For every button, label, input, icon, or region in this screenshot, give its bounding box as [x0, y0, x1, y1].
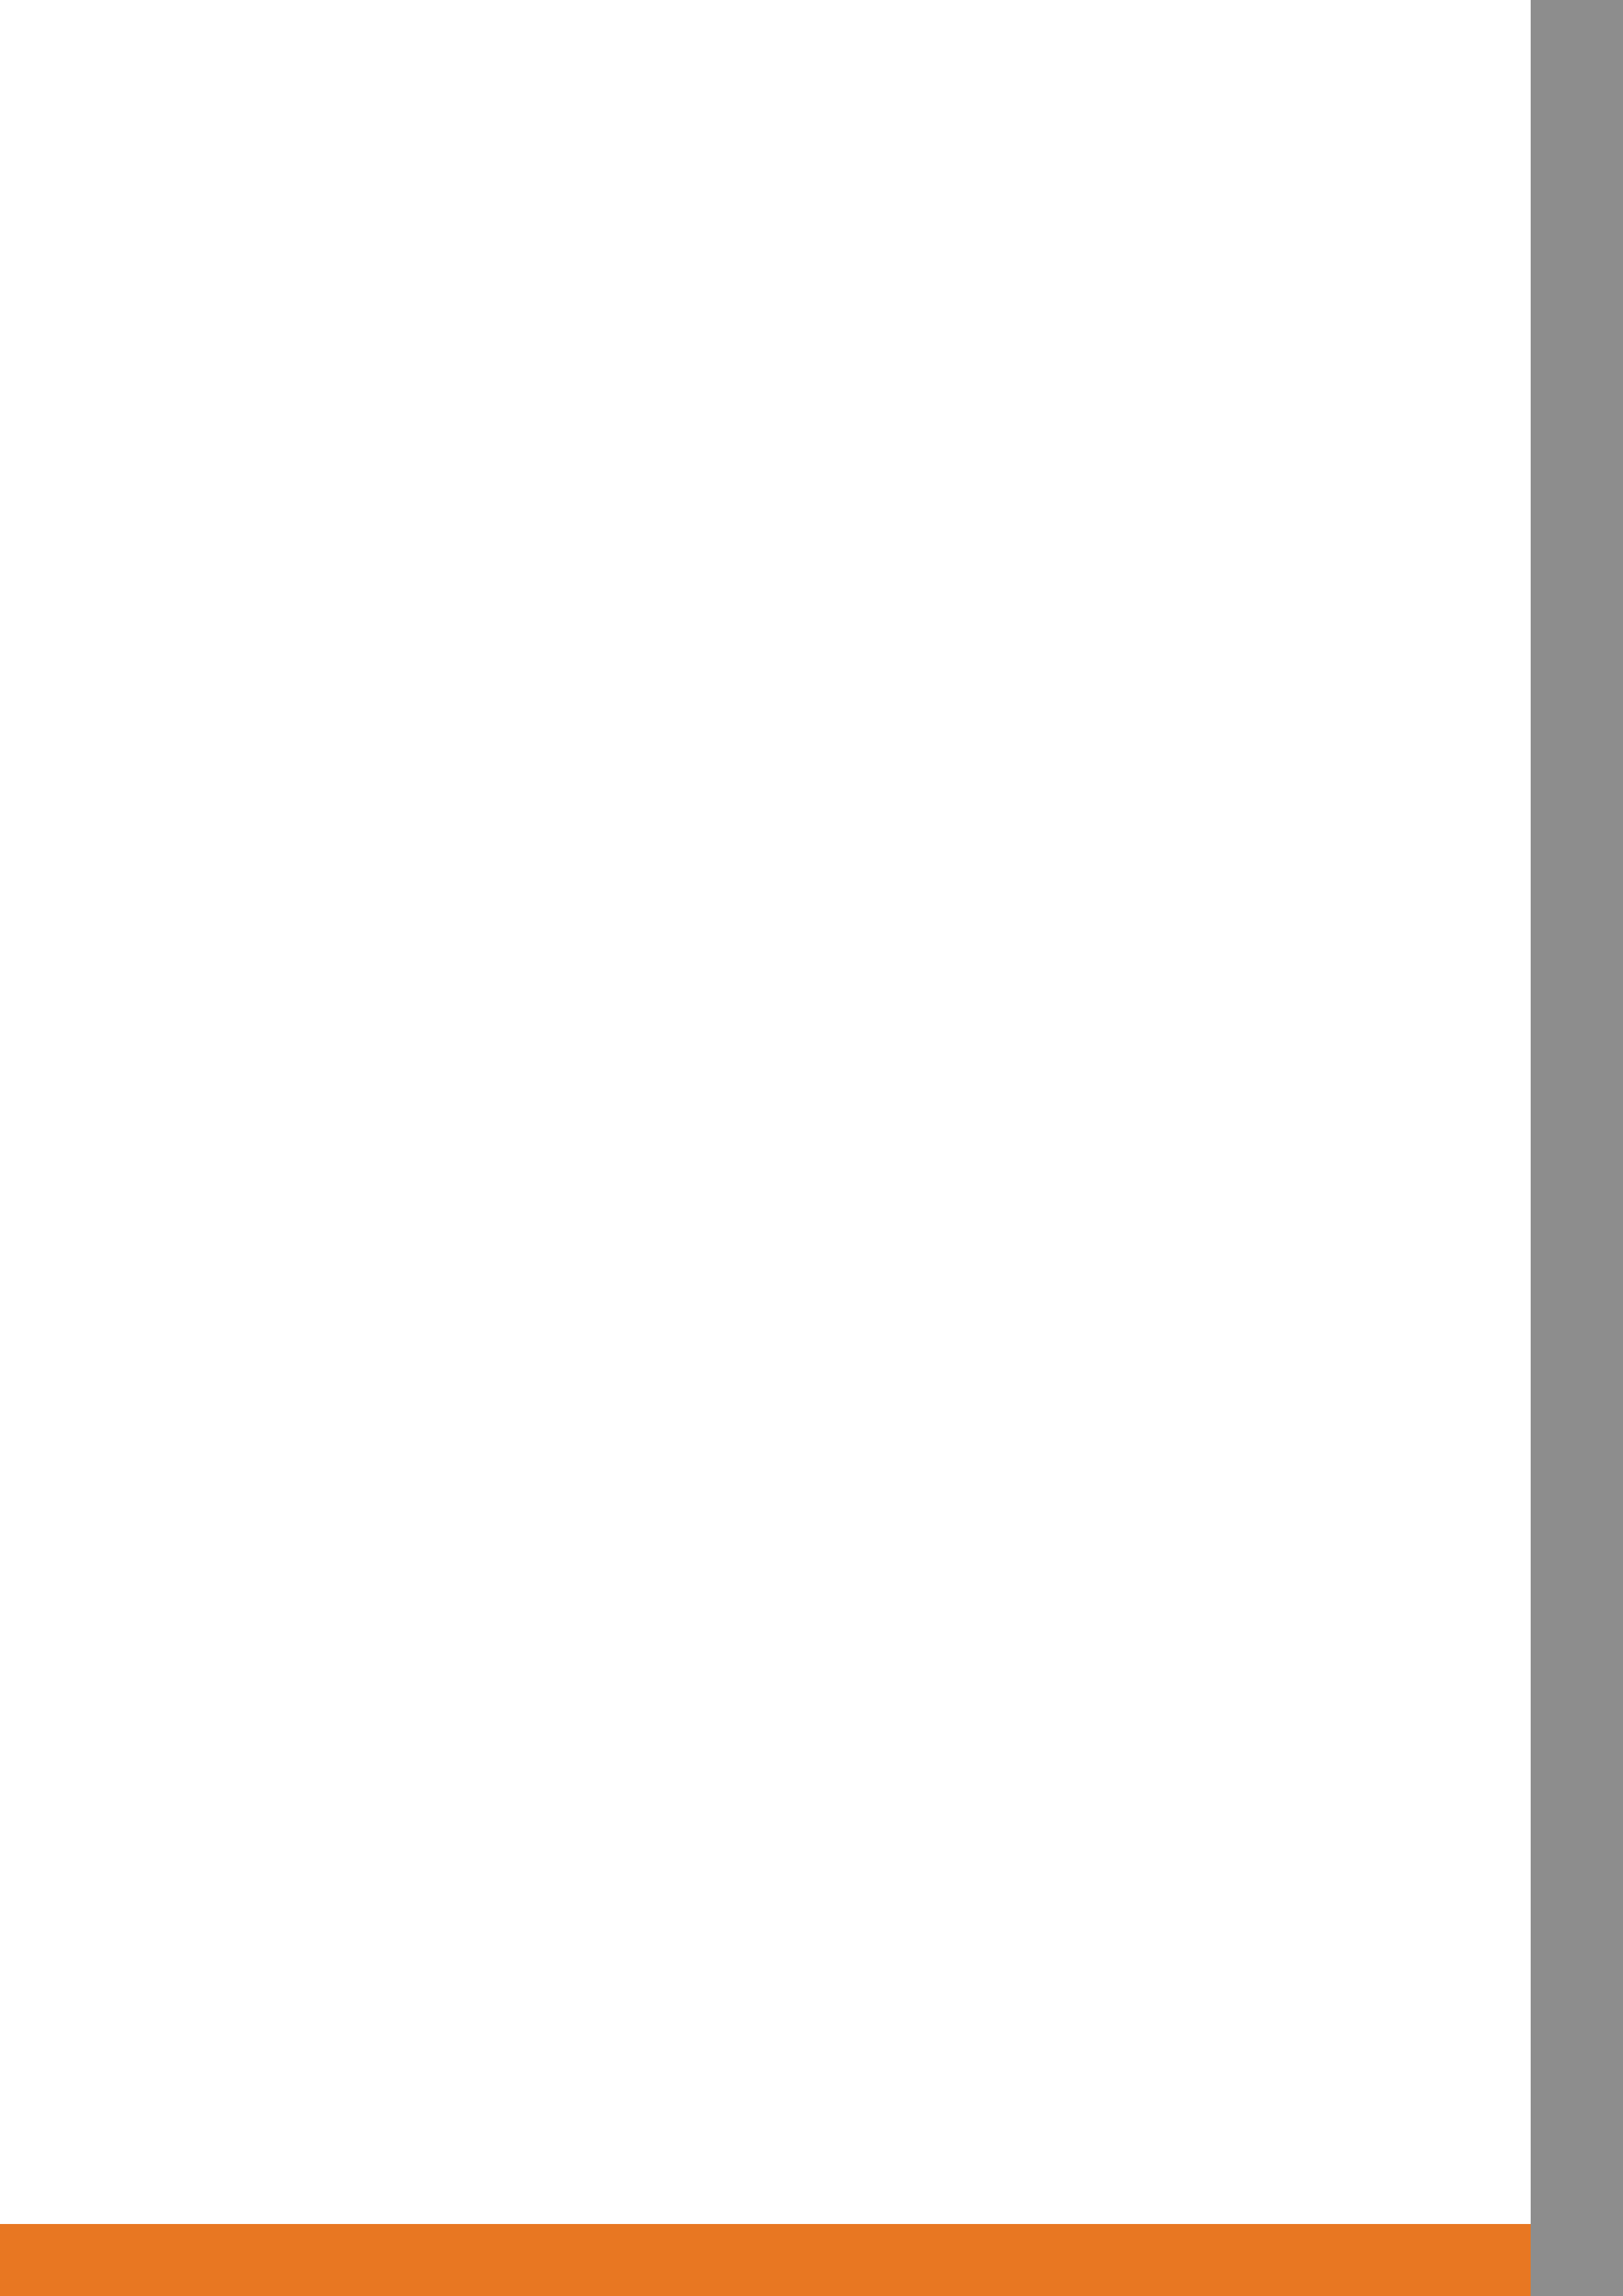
page-footer — [0, 2224, 1531, 2296]
chapter-sidebar — [1531, 0, 1623, 2296]
